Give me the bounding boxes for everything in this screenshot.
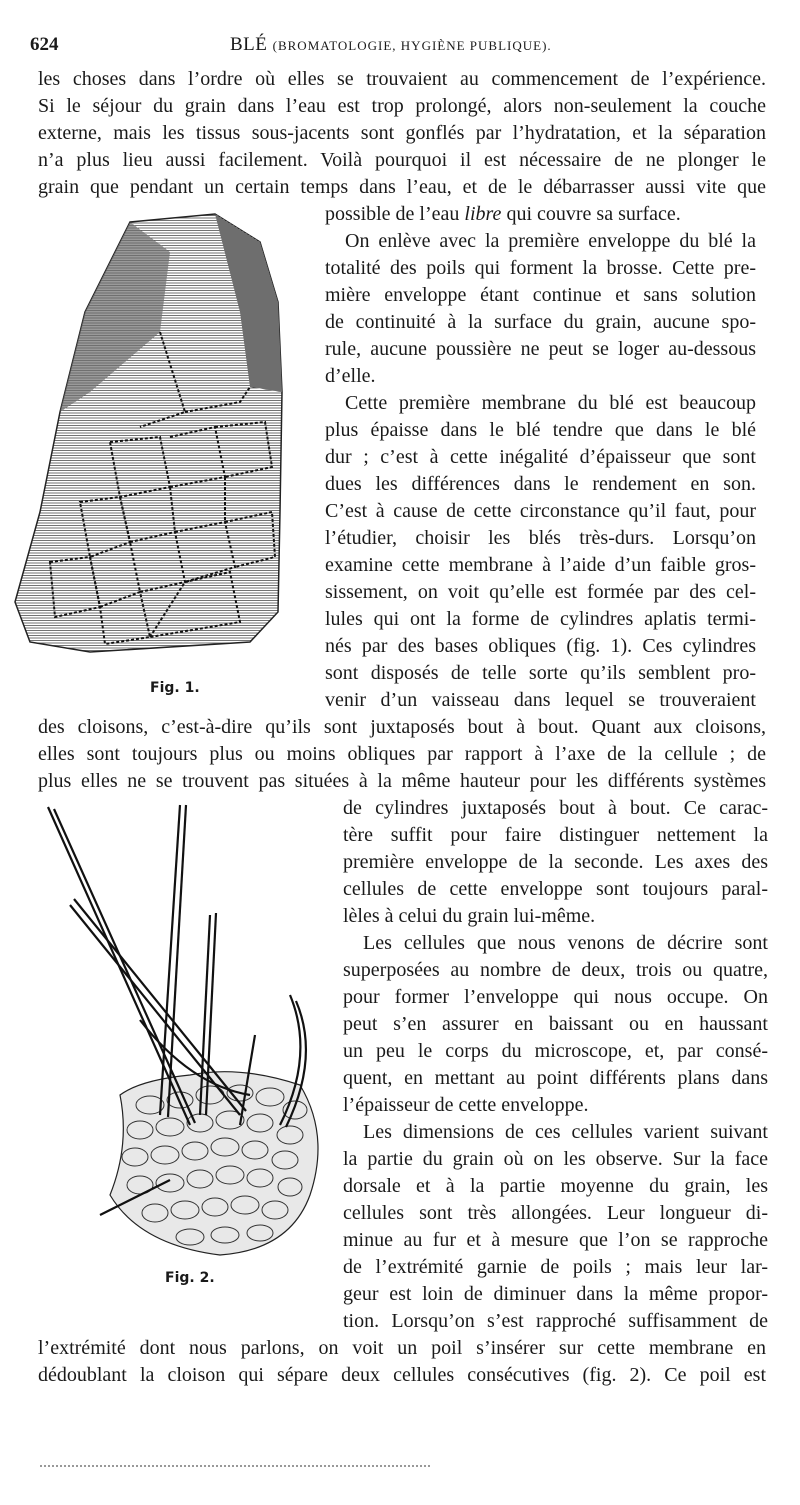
figure-1-caption: Fig. 1. (150, 680, 200, 696)
page-header (30, 34, 770, 58)
text-line: de l’extrémité garnie de poils ; mais leur lar- (343, 1256, 768, 1278)
text-line: elles sont toujours plus ou moins obliques par rapport à l’axe de la cellule ; de (38, 743, 766, 765)
text-line: l’épaisseur de cette enveloppe. (343, 1094, 589, 1116)
footer-rule (40, 1465, 430, 1469)
text-line: pour former l’enveloppe qui nous occupe. On (343, 986, 768, 1008)
text-line: minue au fur et à mesure que l’on se rapproche (343, 1229, 768, 1251)
text-line: un peu le corps du microscope, et, par consé- (343, 1040, 768, 1062)
text-line: dorsale et à la partie moyenne du grain, les (343, 1175, 768, 1197)
figure-2-illustration (40, 795, 340, 1275)
running-head-title: BLÉ (230, 34, 268, 55)
text-line: de cylindres juxtaposés bout à bout. Ce carac- (343, 797, 768, 819)
text-run: qui couvre sa surface. (501, 203, 681, 225)
text-line: les choses dans l’ordre où elles se trouvaient au commencement de l’expérience. (38, 68, 766, 90)
text-line: quent, en mettant au point différents plans dans (343, 1067, 768, 1089)
text-line: tion. Lorsqu’on s’est rapproché suffisamment de (343, 1310, 768, 1332)
text-line: superposées au nombre de deux, trois ou quatre, (343, 959, 768, 981)
text-line: Les dimensions de ces cellules varient suivant (363, 1121, 768, 1143)
text-line: l’étudier, choisir les blés très-durs. Lorsqu’on (325, 527, 756, 549)
figure-1-illustration (10, 212, 310, 672)
text-line: Les cellules que nous venons de décrire sont (363, 932, 768, 954)
text-line: des cloisons, c’est-à-dire qu’ils sont juxtaposés bout à bout. Quant aux cloisons, (38, 716, 766, 738)
text-line: sont disposés de telle sorte qu’ils semblent pro- (325, 662, 756, 684)
running-head-section: (BROMATOLOGIE, HYGIÈNE PUBLIQUE). (272, 38, 552, 53)
text-line: externe, mais les tissus sous-jacents sont gonflés par l’hydratation, et la séparation (38, 122, 766, 144)
text-line: tère suffit pour faire distinguer nettement la (343, 824, 768, 846)
text-line: plus elles ne se trouvent pas situées à la même hauteur pour les différents systèmes (38, 770, 766, 792)
text-run: possible de l’eau (325, 203, 465, 225)
text-line: lules qui ont la forme de cylindres aplatis termi- (325, 608, 756, 630)
text-run-italic: libre (464, 203, 502, 225)
text-line: examine cette membrane à l’aide d’un faible gros- (325, 554, 756, 576)
text-line: plus épaisse dans le blé tendre que dans le blé (325, 419, 756, 441)
figure-2-caption: Fig. 2. (165, 1270, 215, 1286)
text-line: geur est loin de diminuer dans la même propor- (343, 1283, 768, 1305)
text-line: l’extrémité dont nous parlons, on voit un poil s’insérer sur cette membrane en (38, 1337, 766, 1359)
text-line: de continuité à la surface du grain, aucune spo- (325, 311, 756, 333)
text-line: n’a plus lieu aussi facilement. Voilà pourquoi il est nécessaire de ne plonger le (38, 149, 766, 171)
text-line: venir d’un vaisseau dans lequel se trouveraient (325, 689, 756, 711)
text-line: la partie du grain où on les observe. Sur la face (343, 1148, 768, 1170)
text-line: grain que pendant un certain temps dans l’eau, et de le débarrasser aussi vite que (38, 176, 766, 198)
text-line: d’elle. (325, 365, 376, 387)
text-line: rule, aucune poussière ne peut se loger au-dessous (325, 338, 756, 360)
text-line: totalité des poils qui forment la brosse. Cette pre- (325, 257, 756, 279)
text-line: nés par des bases obliques (fig. 1). Ces cylindres (325, 635, 756, 657)
text-line: C’est à cause de cette circonstance qu’il faut, pour (325, 500, 756, 522)
text-line: Si le séjour du grain dans l’eau est trop prolongé, alors non-seulement la couche (38, 95, 766, 117)
text-line: dues les différences dans le rendement en son. (325, 473, 756, 495)
text-line (325, 201, 756, 227)
text-line: sissement, on voit qu’elle est formée par des cel- (325, 581, 756, 603)
running-head (230, 34, 552, 56)
text-line: cellules de cette enveloppe sont toujours paral- (343, 878, 768, 900)
text-line: première enveloppe de la seconde. Les axes des (343, 851, 768, 873)
text-line: On enlève avec la première enveloppe du blé la (345, 230, 756, 252)
text-line: cellules sont très allongées. Leur longueur di- (343, 1202, 768, 1224)
text-line: lèles à celui du grain lui-même. (343, 905, 596, 927)
text-line: peut s’en assurer en baissant ou en haussant (343, 1013, 768, 1035)
text-line: dédoublant la cloison qui sépare deux cellules consécutives (fig. 2). Ce poil est (38, 1364, 766, 1386)
text-line: Cette première membrane du blé est beaucoup (345, 392, 756, 414)
text-line: mière enveloppe étant continue et sans solution (325, 284, 756, 306)
page-number: 624 (30, 34, 59, 55)
text-line: dur ; c’est à cette inégalité d’épaisseur que sont (325, 446, 756, 468)
